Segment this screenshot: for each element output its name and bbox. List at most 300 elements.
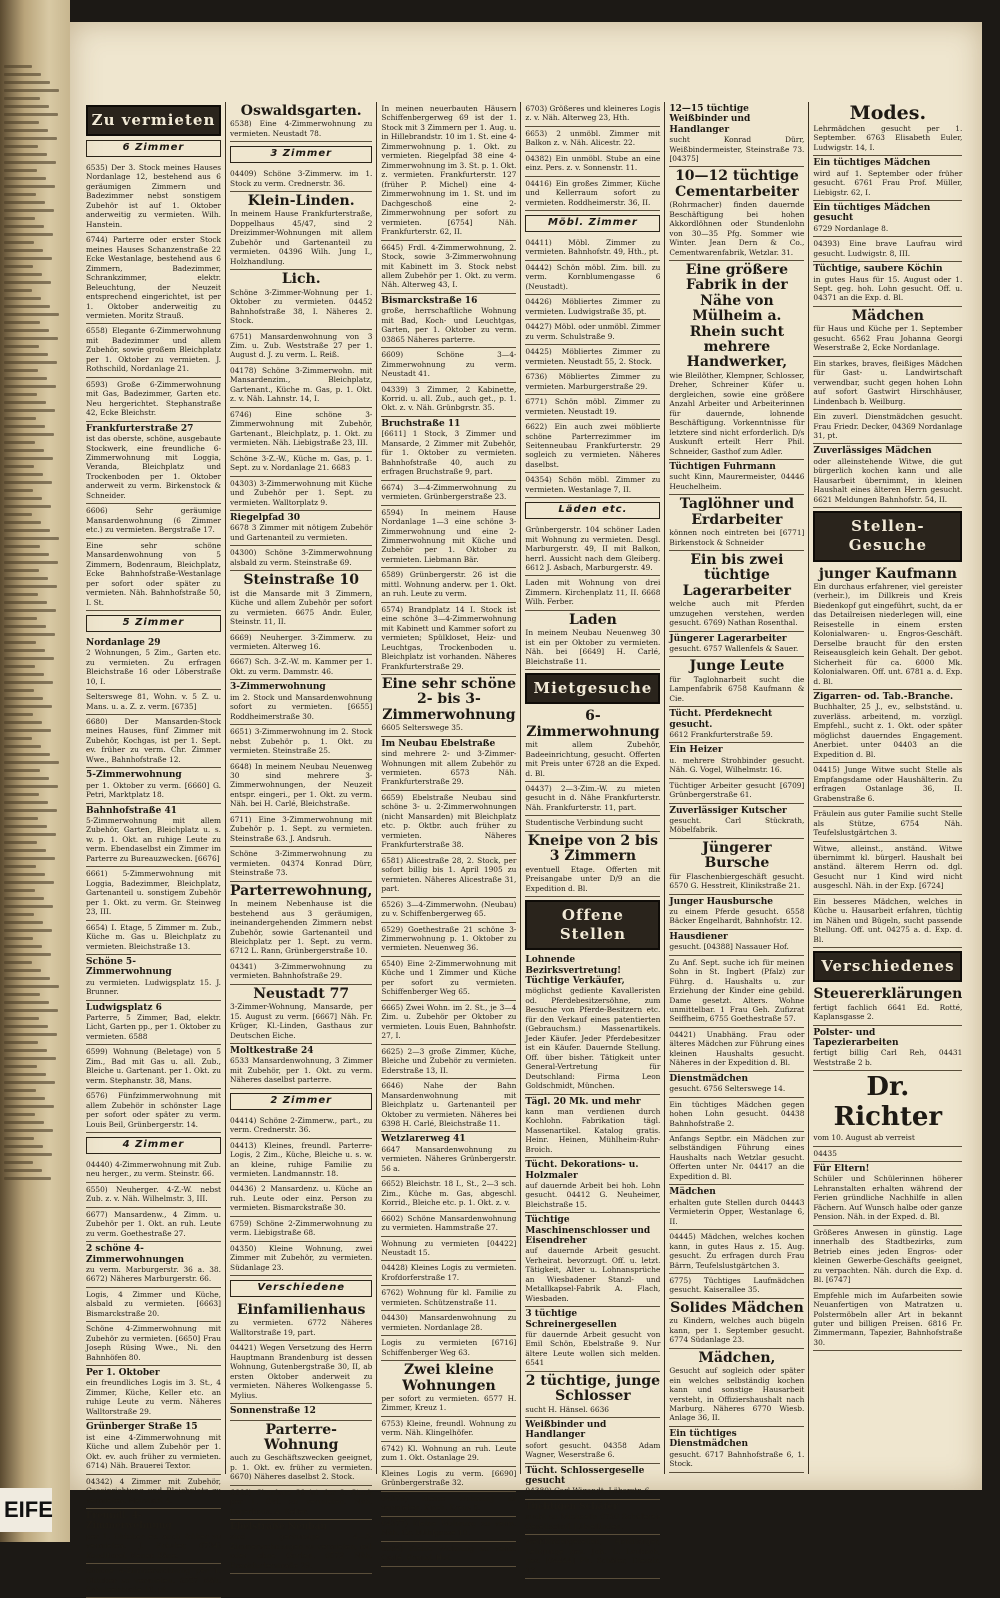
ad-body: per 1. Oktober zu verm. [6660] G. Petri, Marktplatz 18. [86,780,221,800]
binding-text-line [4,841,37,844]
ad-body: 6742) Kl. Wohnung an ruh. Leute zum 1. Okt. Ostanlage 29. [381,1443,517,1463]
binding-text-line [4,209,54,212]
ad-headline: 6-Zimmerwohnung [526,708,660,740]
ad-body: Schüler und Schülerinnen höherer Lehranstalten erhalten während der Ferien gründliche Nachhilfe in allen Fächern. Auf Wunsch halbe oder ganze Pension. Näh. in der Exped. d. Bl. [813,1174,963,1222]
ad-body: 04393) Eine brave Laufrau wird gesucht. Ludwigstr. 8, III. [813,239,963,258]
classified-ad [813,565,962,691]
binding-text-line [4,969,41,972]
binding-text-line [4,105,49,108]
ad-body: 04342) 4 Zimmer mit Zubehör, Gaseinrichtung und Bleichplatz zu vermieten. Neustadt 4. [86,1476,221,1505]
ad-body: möglichst gediente Kavalleristen od. Pferdebesitzersöhne, zum Besuche von Pferde-Besitzern etc. für den Verkauf eines patentierten (Gebrauchsm.) Massenartikels. Jeder Käufer. Jeder Pferdebesitzer ist ein Käufer. Dauernde Stellung. Off. über bisher. Tätigkeit unter General-Vertretung für Deutschland: Firma Leon Goldschmidt, München. [525,986,661,1091]
ad-body: 04421) Unabhäng. Frau oder älteres Mädchen zur Führung eines kleinen Haushalts gesucht. Näheres in der Expedition d. Bl. [669,1029,805,1068]
ad-headline: 5-Zimmerwohnung [86,770,182,781]
ad-headline: Moltkestraße 24 [230,1046,314,1057]
ad-headline: Ein tüchtiges Mädchen [813,158,931,169]
classified-ad [86,1183,221,1208]
binding-text-line [4,65,32,68]
classified-ad [525,102,660,127]
binding-text-line [4,465,34,468]
classified-ad [525,1500,660,1535]
classified-ad [813,1147,962,1162]
ad-body: ein freundliches Logis im 3. St., 4 Zimmer, Küche, Keller etc. an ruhige Leute zu verm. Näheres Walltorstraße 29. [86,1378,221,1416]
ad-headline: Steinstraße 10 [243,572,360,589]
classified-ad [669,495,804,551]
binding-text-line [4,1001,49,1004]
ad-body: Buchhalter, 25 J., ev., selbstständ. u. zuverläss. arbeitend, m. vorzügl. Empfehl., sucht z. 1. Okt. oder später möglichst dauerndes Engagement. Anerbiet. unter 04403 an die Expedition d. Bl. [813,702,963,759]
ad-body: für Haus und Küche per 1. September gesucht. 6562 Frau Johanna Georgi Weserstraße 2, Ecke Nordanlage. [813,324,963,353]
binding-text-line [4,1081,55,1084]
ad-body: 5-Zimmerwohnung mit allem Zubehör, Garten, Bleichplatz u. s. w. p. 1. Okt. an ruhige Leute zu verm. Ebendaselbst ein Zimmer im Parterre zu Bureauzwecken. [6676] [86,815,221,863]
ad-body: Ein besseres Mädchen, welches in Küche u. Hausarbeit erfahren, tüchtig im Nähen und Bügeln, sucht passende Stellung. Off. unt. 04275 a. d. Exp. d. Bl. [813,896,963,944]
binding-text-line [4,865,36,868]
classified-ad [669,261,804,460]
ad-body: in gutes Haus für 15. August oder 1. Sept. geg. hoh. Lohn gesucht. Off. u. 04371 an die Exp. d. Bl. [813,274,963,303]
ad-body: 04411) Möbl. Zimmer zu vermieten. Bahnhofstr. 49, Hth., pt. [525,238,661,257]
classified-columns [82,102,963,1595]
ad-body: für Taglohnarbeit sucht die Lampenfabrik 6758 Kaufmann & Cie. [669,674,805,703]
binding-text-line [4,241,34,244]
ad-body: 04426) Möbliertes Zimmer zu vermieten. Ludwigstraße 35, pt. [525,297,661,316]
ad-body: 04354) Schön möbl. Zimmer zu vermieten. Westanlage 7, II. [525,475,661,494]
classified-ad [230,546,372,571]
classified-ad [669,839,804,895]
newspaper-page [70,22,982,1595]
ad-body: Witwe, alleinst., anständ. Witwe übernimmt kl. bürgerl. Haushalt bei anständ. älterem Herrn od. dgl. Gesucht nur 1 Kind wird nicht ausgeschl. Näh. in der Exp. [6724] [813,843,963,891]
binding-text-line [4,881,54,884]
classified-ad [669,956,804,1028]
ad-body: sucht zu Michaelis 6760 Schäferei-Gesellschaft Lützellinden. [525,1512,661,1531]
book-binding-edge [0,0,70,1542]
classified-ad [813,357,962,410]
binding-text-line [4,633,55,636]
binding-text-line [4,97,40,100]
classified-ad [525,261,660,295]
ad-body: 04413) Kleines, freundl. Parterre-Logis, 2 Zim., Küche, Bleiche u. s. w. an kleine, ruhige Familie zu vermieten. Landmannstr. 18. [230,1140,373,1178]
classified-ad [381,1417,516,1442]
ad-body: 04440) 4-Zimmerwohnung mit Zub. neu herger., zu verm. Steinstr. 66. [86,1159,221,1179]
ad-headline: Freundl. 4-Zimmerwohnung [86,1510,172,1532]
binding-text-line [4,1073,46,1076]
ad-headline: Laden [569,611,617,628]
binding-text-line [4,993,40,996]
classified-ad [525,1464,660,1500]
ad-body: 6678 3 Zimmer mit nötigem Zubehör und Gartenanteil zu vermieten. [230,523,373,542]
classified-ad [230,1182,372,1216]
classified-ad [86,768,221,803]
classified-ad [230,192,372,270]
ad-body: Ein zuverl. Dienstmädchen gesucht. Frau Friedr. Decker, 04369 Nordanlage 31, pt. [813,412,963,441]
binding-text-line [4,1025,48,1028]
ad-body: Schöne 4-Zimmerwohnung per 1. Oktober zu vermieten. 6557 Näh. Schulzeistraße 16, pt. [86,1566,221,1595]
classified-ad [525,1213,660,1307]
binding-text-line [4,89,59,92]
ad-body: In meinem Neubau Neuenweg 30 ist ein per Oktober zu vermieten. Näh. bei [6649] H. Carlé, Bleichstraße 11. [525,628,661,666]
ad-body: 6550) Neuherger. 4-Z.-W. nebst Zub. z. v. Näh. Wilhelmstr. 3, III. [86,1184,221,1204]
classified-ad [525,953,660,1094]
ad-body: 2 Wohnungen, 5 Zim., Garten etc. zu vermieten. Zu erfragen Bleichstraße 16 oder Löberstraße 10, I. [86,648,221,686]
classified-ad [230,1217,372,1242]
ad-body: 04300) Schöne 3-Zimmerwohnung alsbald zu verm. Steinstraße 69. [230,548,373,567]
classified-ad [230,511,372,546]
classified-ad [381,791,516,854]
binding-text-line [4,1089,36,1092]
ad-body: Logis zu vermieten [6716] Schiffenberger Weg 63. [381,1338,517,1357]
ad-headline: Kneipe von 2 bis 3 Zimmern [527,832,659,865]
ad-headline: Ein bis zwei tüchtige Lagerarbeiter [682,551,791,599]
ad-body: große, herrschaftliche Wohnung mit Bad, Koch- und Leuchtgas, Garten, per 1. Oktober zu verm. 03865 Näheres parterre. [381,306,517,344]
binding-text-line [4,1153,52,1156]
binding-text-line [4,545,40,548]
classified-ad [669,632,804,658]
ad-body: Weißbindergesellen, Handlanger, Lehrjunge ges. Joh. L. Laubach, ges. [04444] Ph. Schäfer, Diezstr. 13. [525,1537,661,1575]
classified-ad [230,813,372,847]
ad-body: 04416) Ein großes Zimmer, Küche und Kellerraum sofort zu vermieten. Roddheimerstr. 36, II. [525,178,661,207]
ad-headline: Polster- und Tapezierarbeiten [813,1027,899,1049]
ad-headline: Tüchtige, saubere Köchin [813,264,943,275]
ad-body: Gesucht auf sogleich oder später ein welches selbständig kochen kann und sonstige Hausarbeit versteht, in Offiziershaushalt nach Marburg. Näheres 6770 Wiesb. Anlage 36, II. [669,1366,805,1423]
classified-ad [669,930,804,956]
classified-ad [230,960,372,985]
binding-text-line [4,601,47,604]
binding-text-line [4,425,45,428]
binding-text-line [4,1137,34,1140]
binding-text-line [4,121,39,124]
ad-body: 04442) Schön möbl. Zim. bill. zu verm. Kornblumengasse 6 (Neustadt). [525,262,661,291]
binding-text-line [4,377,47,380]
binding-text-line [4,689,34,692]
classified-ad [381,1001,516,1045]
ad-body: Anfangs Septbr. ein Mädchen zur selbständigen Führung eines Haushalts nach Wetzlar gesucht. Offerten unter Nr. 04417 an die Expedition d. Bl. [669,1134,805,1181]
ad-body: Laden mit Wohnung von drei Zimmern. Kirchenplatz 11, II. 6668 Wilh. Ferber. [525,578,661,607]
classified-ad [525,707,660,782]
classified-ad [525,1535,660,1579]
classified-ad [230,1242,372,1276]
classified-ad [86,867,221,920]
ad-body: 6746) Eine schöne 3-Zimmerwohnung mit Zubehör, Gartenant., Bleichplatz, p. 1. Okt. zu vermieten. Näh. Liebigstraße 23, III. [230,409,373,448]
ad-body: 04436) 2 Mansardenz. u. Küche an ruh. Leute oder einz. Person zu vermieten. Bismarckstraße 30. [230,1184,373,1213]
ad-headline: Zuverlässiges Mädchen [813,446,932,457]
ad-headline: Parterre-Wohnung [263,1421,339,1453]
classified-ad [230,1404,372,1420]
ad-body: wie Bleilöther, Klempner, Schlosser, Dreher, Schreiner Küfer u. dergleichen, sowie eine größere Anzahl Arbeiter und Arbeiterinnen für dauernde, lohnende Beschäftigung. Vorkenntnisse für letztere sind nicht erforderlich. D/s Auskunft erteilt Herr Phil. Schneider, Gasthof zum Adler. [669,370,805,456]
classified-ad [381,1286,516,1311]
newspaper-column [665,102,809,1474]
subsection-header: Möbl. Zimmer [525,215,660,232]
classified-ad [86,1420,221,1474]
ad-body: Schöne 3-Z.-W., Küche m. Gas, p. 1. Sept. zu v. Nordanlage 21. 6683 [230,453,373,473]
ad-body: Größeres Anwesen in günstig. Lage innerhalb des Stadtbezirks, zum Betrieb eines jeden Engros- oder kleinen Gewerbe-Geschäfts geeignet, zu verpachten. Näh. durch die Exp. d. Bl. [6747] [813,1227,963,1285]
ad-headline: Tücht. Dekorations- u. Holzmaler [525,1160,639,1181]
classified-ad [381,898,516,923]
ad-headline: Einfamilienhaus [236,1302,366,1319]
ad-body: 6759) Schöne 2-Zimmerwohnung zu verm. Liebigstraße 68. [230,1218,373,1238]
subsection-header: 6 Zimmer [86,140,221,157]
classified-ad [86,1242,221,1288]
classified-ad [813,807,962,841]
ad-body: 6711) Eine 3-Zimmerwohnung mit Zubehör p. 1. Sept. zu vermieten. Steinstraße 63. J. Andsruh. [230,814,373,843]
ad-body: ist die Mansarde mit 3 Zimmern, Küche und allem Zubehör per sofort zu vermieten. 6675 Andr. Euler, Steinstr. 11, II. [230,588,373,627]
ad-body: 04430) Mansardenwohnung zu vermieten. Nordanlage 28. [381,1313,517,1332]
classified-ad [813,1026,962,1072]
binding-text-line [4,1161,33,1164]
classified-ad [525,395,660,420]
classified-ad [381,481,516,506]
ad-body: 6669) Neuherger. 3-Zimmerw. zu vermieten. Alterweg 16. [230,632,373,651]
ad-body: 6771) Schön möbl. Zimmer zu vermieten. Neustadt 19. [525,397,661,416]
classified-ad [230,1421,372,1486]
binding-text-line [4,257,52,260]
binding-text-line [4,905,53,908]
classified-ad [813,690,962,763]
ad-headline: Weißbinder und Handlanger [525,1420,607,1441]
classified-ad [381,241,516,294]
binding-text-line [4,1145,43,1148]
ad-body: 6529) Goethestraße 21 schöne 3-Zimmerwohnung p. 1. Oktober zu vermieten. Neuenweg 36. [381,924,517,953]
binding-text-line [4,625,46,628]
binding-text-line [4,729,51,732]
classified-ad [230,1114,372,1139]
binding-text-line [4,409,55,412]
ad-body: Tüchtiger Arbeiter gesucht [6709] Grünbergerstraße 61. [669,780,805,800]
binding-text-line [4,697,43,700]
ad-body: 6665) Zwei Wohn. im 2. St., je 3—4 Zim. u. Zubehör per Oktober zu vermieten. Louis Euen, Bahnhofstr. 27, I. [381,1002,517,1041]
ad-body: gesucht. 6757 Wallenfels & Sauer. [669,643,799,653]
classified-ad [525,236,660,261]
ad-headline: Bahnhofstraße 41 [86,805,177,816]
classified-ad [381,348,516,382]
binding-text-line [4,785,58,788]
ad-headline: Modes. [849,102,927,124]
ad-body: 6661) 5-Zimmerwohnung mit Loggia, Badezimmer, Bleichplatz, Gartenanteil u. sonstigem Zubehör per 1. Okt. zu verm. Gr. Steinweg 23, III. [86,869,221,917]
ad-headline: 2 tüchtige, junge Schlosser [525,1372,661,1405]
binding-text-line [4,777,49,780]
classified-ad [525,1372,660,1418]
binding-text-line [4,329,49,332]
ad-body: 6604) Kleine Wohnung zu verm. Carlé, Frankf. Hof. [381,1543,517,1563]
classified-ad [230,1486,372,1520]
ad-body: sucht Kinn, Maurermeister, 04446 Heuchelheim. [669,472,805,491]
binding-text-line [4,673,44,676]
ad-body: 6659) Ebelstraße Neubau sind schöne 3- u. 2-Zimmerwohnungen (nicht Mansarden) mit Bleichplatz etc. p. Oktbr. auch früher zu vermieten. Näheres Frankfurterstraße 38. [381,792,517,850]
classified-ad [669,1028,804,1072]
ad-body: Ein starkes, braves, fleißiges Mädchen für Gast- u. Landwirtschaft verwendbar, sucht gegen hohen Lohn auf sofort Gastwirt Hirschhäuser, Lindenbach b. Weilburg. [813,358,963,406]
binding-text-line [4,657,54,660]
classified-ad [381,1467,516,1492]
binding-text-line [4,433,54,436]
classified-ad [525,320,660,345]
binding-text-line [4,977,50,980]
ad-body: per 1. Oktober ev. auch früher zu vermieten. J. Kräuter, 6734) Konditorei, Neuen Bäue. [86,1531,221,1560]
ad-body: 04428) Kleines Logis zu vermieten. Krofdorferstraße 17. [381,1263,517,1282]
binding-text-line [4,769,40,772]
ad-body: 04382) Ein unmöbl. Stube an eine einz. Pers. z. v. Sonnenstr. 11. [525,153,661,173]
binding-text-line [4,1177,51,1180]
classified-ad [86,539,221,611]
ad-headline: Zigarren- od. Tab.-Branche. [813,692,954,703]
binding-text-line [4,1057,56,1060]
binding-text-line [4,665,35,668]
binding-text-line [4,849,46,852]
binding-text-line [4,1113,35,1116]
subsection-header: 2 Zimmer [230,1093,372,1110]
classified-ad [230,680,372,725]
ad-body: 04437) 2—3-Zim.-W. zu mieten gesucht in d. Nähe Frankfurterstr. Näh. Frankfurterstr. 11, part. [525,783,661,812]
binding-text-line [4,481,52,484]
ad-headline: Dienstmädchen [669,1073,749,1084]
ad-body: 3-Zimmer-Wohnung, Mansarde, per 15. August zu verm. [6667] Näh. Fr. Krüger, Kl.-Linden, Gasthaus zur Deutschen Eiche. [230,1002,373,1040]
classified-ad [813,1162,962,1226]
classified-ad [381,1237,516,1262]
ad-headline: Nordanlage 29 [86,637,161,648]
ad-headline: Jüngerer Lagerarbeiter [669,633,787,644]
classified-ad [813,262,962,307]
binding-text-line [4,593,38,596]
classified-ad [86,504,221,538]
classified-ad [86,715,221,768]
binding-text-line [4,449,44,452]
ad-body: 6574) Brandplatz 14 I. Stock ist eine schöne 3—4-Zimmerwohnung mit Kabinett und Kammer sofort zu vermieten; Spülkloset, Heiz- und Leuchtgas, Trockenboden u. Bleichplatz ist vorhanden. Näheres Frankfurterstraße 29. [381,604,517,671]
classified-ad [813,444,962,508]
ad-body: 6751) Mansardenwohnung von 3 Zim. u. Zub. Weststraße 27 per 1. August d. J. zu verm. L. Reiß. [230,331,373,360]
ad-headline: Frankfurterstraße 27 [86,423,194,434]
ad-body: Schöne 4-Zimmerwohnung mit Zubehör zu vermieten. [6650] Frau Joseph Rüsing Wwe., Ni. den Bahnhöfen 80. [86,1324,221,1362]
ad-body: Grünbergerstr. 104 schöner Laden mit Wohnung zu vermieten. Desgl. Marburgerstr. 49, II mit Balkon, herrl. Aussicht nach dem Gleiberg. 6612 J. Asbach, Marburgerstr. 49. [525,525,661,572]
binding-text-line [4,1121,44,1124]
ad-body: In meinem Nebenhause ist die bestehend aus 3 geräumigen, ineinandergehenden Zimmern nebst Zubehör, sowie Gartenanteil und Bleichplatz per 1. Sept. zu verm. 6712 L. Rann, Grünbergerstraße 10. [230,899,373,956]
ad-body: ist das oberste, schöne, ausgebaute Stockwerk, eine freundliche 6-Zimmerwohnung mit Loggia, Veranda, Bleichplatz und Trockenboden per 1. Oktober anderweit zu verm. Birkenstock & Schneider. [86,434,221,500]
binding-text-line [4,153,47,156]
classified-ad [230,725,372,759]
binding-text-line [4,721,42,724]
ad-body: zu vermieten. Ludwigsplatz 15. J. Brunner. [86,977,221,997]
ad-headline: Junge Leute [689,658,785,675]
classified-ad [381,957,516,1001]
adjacent-page-text-fragment [4,60,60,1480]
ad-body: im 2. Stock und Mansardenwohnung sofort zu vermieten. [6655] Roddheimerstraße 30. [230,692,373,721]
ad-body: per sofort zu vermieten. 6577 H. Zimmer, Kreuz 1. [381,1394,517,1413]
ad-headline: Per 1. Oktober [86,1368,160,1379]
classified-ad [525,523,660,576]
ad-body: 6666) Chaulage 39 ist der 3. Stock per 1. Okt. zu vermieten. Näh. Lagerhaus. A. Keller. [230,1487,373,1516]
classified-ad [669,551,804,632]
classified-ad [525,1418,660,1464]
classified-ad [381,1079,516,1132]
ad-headline: Tücht. Pferdeknecht gesucht. [669,709,773,730]
ad-body: 6526) 3—4-Zimmerwohn. (Neubau) zu v. Schiffenbergerweg 65. [381,899,517,919]
classified-ad [669,707,804,743]
binding-text-line [4,265,33,268]
ad-body: fertigt fachlich 6641 Ed. Rotté, Kaplansgasse 2. [813,1002,963,1022]
adjacent-page-fragment: EIFE [0,1488,52,1532]
binding-text-line [4,353,48,356]
ad-body: 04379) Kleine Wohnung zu vermieten. Kirch. Kreuz 5. [381,1493,517,1513]
binding-text-line [4,497,42,500]
ad-body: Parterre, 5 Zimmer, Bad, elektr. Licht, Garten pp., per 1. Oktober zu vermieten. 6588 [86,1013,221,1041]
ad-body: 6606) Sehr geräumige Mansardenwohnung (6 Zimmer etc.) zu vermieten. Bergstraße 17. [86,506,221,535]
classified-ad [230,571,372,630]
ad-body: 6680) Der Mansarden-Stock meines Hauses, fünf Zimmer mit Zubehör, Kochgas, ist per 1. Sept. ev. früher zu verm. Chr. Zimmer Wwe., Bahnhofstraße 12. [86,716,221,764]
ad-headline: junger Kaufmann [818,565,957,582]
binding-text-line [4,569,39,572]
ad-headline: Ludwigsplatz 6 [86,1002,162,1013]
binding-text-line [4,681,53,684]
ad-body: 6736) Möbliertes Zimmer zu vermieten. Marburgerstraße 29. [525,372,661,391]
binding-text-line [4,873,45,876]
classified-ad [525,420,660,473]
binding-text-line [4,233,53,236]
binding-text-line [4,313,59,316]
ad-headline: Ein Heizer [669,745,723,756]
ad-body: eventuell Etage. Offerten mit Preisangabe unter D/9 an die Expedition d. Bl. [525,864,661,893]
classified-ad [669,102,804,167]
binding-text-line [4,937,33,940]
ad-body: kann man verdienen durch Kochlohn. Fabrikation tägl. Massenartikel. Katalog gratis. Heinr. Heinen, Mühlheim-Ruhr-Broich. [525,1106,661,1154]
ad-body: gesucht. Carl Stückrath, Möbelfabrik. [669,815,805,835]
binding-text-line [4,1009,58,1012]
ad-headline: Grünberger Straße 15 [86,1422,198,1433]
classified-ad [669,460,804,495]
ad-body: gesucht. [04388] Nassauer Hof. [669,942,789,952]
ad-headline: Mädchen, [698,1349,776,1366]
newspaper-column [82,102,226,1595]
binding-text-line [4,737,32,740]
ad-headline: Tücht. Schlossergeselle gesucht [525,1465,645,1487]
binding-text-line [4,201,45,204]
classified-ad [669,657,804,707]
classified-ad [669,1427,804,1473]
classified-ad [381,1261,516,1286]
classified-ad [230,167,372,192]
ad-body: 6648) In meinem Neubau Neuenweg 30 sind mehrere 3-Zimmerwohnungen, der Neuzeit entspr. eingeri., per 1. Okt. zu verm. Näh. bei H. Carlé, Bleichstraße. [230,761,373,809]
classified-ad [525,177,660,211]
classified-ad [86,1322,221,1366]
binding-text-line [4,889,35,892]
classified-ad [525,127,660,152]
classified-ad [813,410,962,444]
ad-body: auf dauernde Arbeit gesucht. Verheirat. bevorzugt. Off. u. letzt. Tätigkeit, Alter u. Lohnansprüche an Wiesbadener Stanzl- und Metallkapsel-Fabrik A. Flach, Wiesbaden. [525,1246,661,1303]
ad-headline: Tüchtigen Schäfer [525,1501,618,1512]
ad-headline: Dr. Richter [833,1072,943,1133]
ad-headline: Eine größere Fabrik in der Nähe von Mülheim a. Rhein sucht mehrere Handwerker, [685,262,789,371]
ad-body: 04339) 3 Zimmer, 2 Kabinette, Korrid. u. all. Zub., auch get., p. 1. Okt. z. v. Näh. Grünbgrstr. 35. [381,384,517,413]
classified-ad [86,1564,221,1598]
ad-headline: Tägl. 20 Mk. und mehr [525,1096,641,1107]
binding-text-line [4,273,42,276]
ad-body: 6599) Wohnung (Beletage) von 5 Zim., Bad mit Gas u. all. Zub., Bleiche u. Gartenant. per 1. Okt. zu verm. Stephanstr. 38, Mans. [86,1047,221,1085]
ad-body: In meinen neuerbauten Häusern Schiffenbergerweg 69 ist der 1. Stock mit 3 Zimmern per 1. Aug. u. in Hillebrandstr. 10 im 1. St. eine 4-Zimmerwohnung p. 1. Okt. zu vermieten. Riegelpfad 38 eine 4-Zimmerwohnung im 3. St. p. 1. Okt. z. vermieten. Frankfurterstr. 127 (früher P. Michel) eine 4-Zimmerwohnung im 1. St. und im Dachgeschoß eine 2-Zimmerwohnung per sofort zu vermieten. [6754] Näh. Frankfurterstr. 62, II. [381,104,517,237]
classified-ad [525,816,660,831]
ad-body: Studentische Verbindung sucht [525,818,643,828]
classified-ad [230,408,372,452]
ad-headline: Steuererklärungen [813,986,963,1003]
ad-headline: Zwei kleine Wohnungen [402,1362,496,1394]
binding-text-line [4,921,43,924]
section-header-banner: Stellen-Gesuche [813,511,962,561]
ad-headline: 12—15 tüchtige Weißbinder und Handlanger [669,104,751,135]
ad-body: 6589) Grünbergerstr. 26 ist die mittl. Wohnung anderw. per 1. Okt. an ruh. Leute zu verm. [381,570,517,599]
ad-body: oder alleinstehende Witwe, die gut bürgerlich kochen kann und alle Hausarbeit übernimmt, in kleinen Haushalt eines älteren Herrn gesucht. 6621 Meldungen Bahnhofstr. 54, II. [813,456,963,504]
ad-headline: Im Neubau Ebelstraße [381,738,496,749]
ad-headline: Mädchen [669,1187,716,1198]
binding-text-line [4,649,45,652]
classified-ad [381,1336,516,1361]
binding-text-line [4,441,35,444]
ad-body: 6653) 2 unmöbl. Zimmer mit Balkon z. v. Näh. Alicestr. 22. [525,128,661,148]
binding-text-line [4,145,38,148]
classified-ad [381,417,516,481]
classified-ad [86,422,221,505]
classified-ad [813,985,962,1025]
